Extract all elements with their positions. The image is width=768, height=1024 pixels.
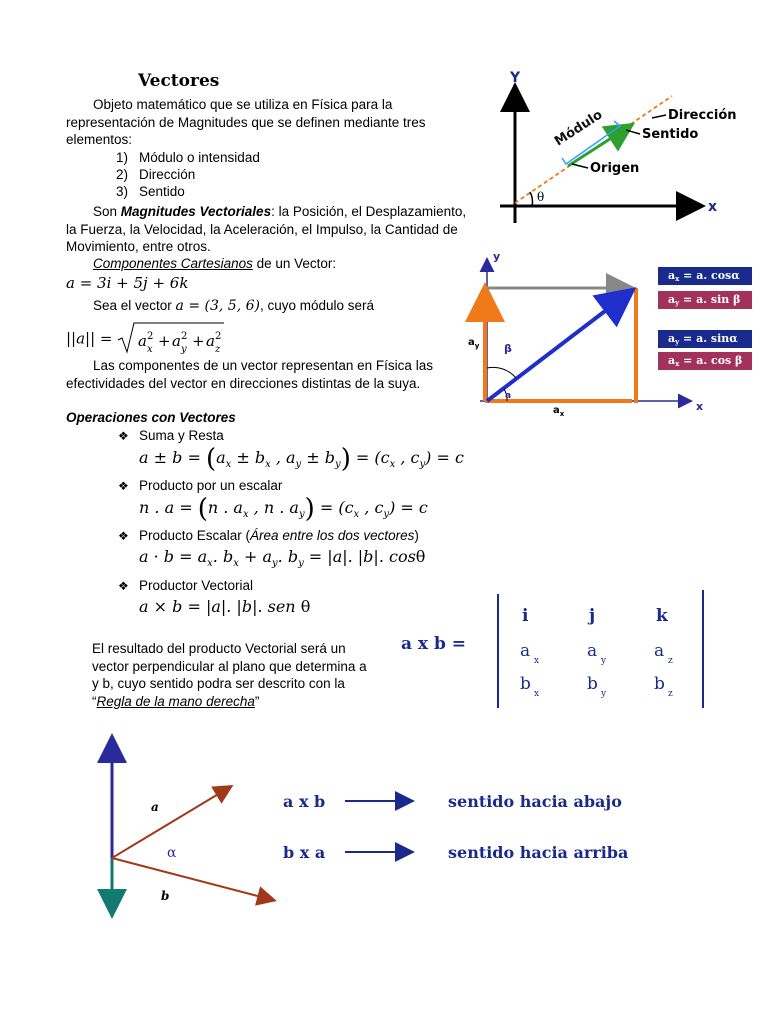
svg-text:a: a xyxy=(138,332,148,350)
matrix-header: i xyxy=(522,606,529,626)
svg-text:2: 2 xyxy=(147,331,154,342)
matrix-cell: b xyxy=(654,674,665,694)
svg-text:+: + xyxy=(158,332,171,350)
vector-elements-diagram xyxy=(490,68,740,228)
matrix-cell-sub: z xyxy=(668,656,673,666)
y-axis-label: Y xyxy=(510,70,521,86)
alpha-label: a xyxy=(505,391,512,401)
svg-text:a: a xyxy=(172,332,182,350)
a-label: a xyxy=(151,800,159,814)
svg-text:2: 2 xyxy=(181,331,188,342)
determinant xyxy=(490,588,710,714)
x-axis-label: x xyxy=(696,400,704,413)
svg-text:y: y xyxy=(181,344,187,355)
list-item: ❖ Producto Escalar (Área entre los dos vectores) xyxy=(118,528,419,543)
sentido-abajo-label: sentido hacia abajo xyxy=(448,792,622,811)
matrix-header: j xyxy=(589,606,596,626)
svg-text:z: z xyxy=(215,344,221,355)
intro-line-3: elementos: xyxy=(66,132,133,147)
svg-text:2: 2 xyxy=(215,331,222,342)
beta-arc xyxy=(487,367,516,378)
escalar-product-equation: $a \cdot b = a_x$. $b_x + a_y$. $b_y = |a|$. |b|. cosθ xyxy=(139,547,426,569)
vector-b xyxy=(112,858,273,900)
matrix-cell-sub: x xyxy=(534,656,540,666)
b-label: b xyxy=(161,889,170,903)
matrix-cell: a xyxy=(587,641,598,661)
svg-text:x: x xyxy=(147,344,153,355)
formula-box: $a_x = a$. cos β xyxy=(658,352,752,370)
formula-box: $a_y = a$. sinα xyxy=(658,330,752,348)
matrix-cell-sub: x xyxy=(534,689,540,699)
svg-text:a: a xyxy=(206,332,216,350)
direccion-label: Dirección xyxy=(668,108,737,123)
modulo-label: Módulo xyxy=(552,107,606,150)
theta-label: θ xyxy=(537,190,545,204)
matrix-header: k xyxy=(656,606,668,626)
resultado-paragraph: El resultado del producto Vectorial será un vector perpendicular al plano que determina a y b, cuyo sentido podra ser descrito con la “Regla de la mano derecha” xyxy=(92,641,367,709)
matrix-cell: a xyxy=(654,641,665,661)
formula-box: $a_x = a$. cosα xyxy=(658,267,752,285)
suma-equation: $a \pm b = (a_x \pm b_x$ , $a_y \pm b_y) = (c_x$ , $c_y) = c$ xyxy=(139,444,464,474)
cross-product-diagram xyxy=(95,735,295,920)
intro-paragraph xyxy=(66,96,425,149)
componentes-heading: Componentes Cartesianos de un Vector: xyxy=(93,256,337,271)
sea-line: Sea el vector a = (3, 5, 6), cuyo módulo será xyxy=(93,298,375,314)
axb-label: a x b xyxy=(283,792,326,811)
ay-label: $a_y$ xyxy=(468,337,480,350)
matrix-cell: b xyxy=(520,674,531,694)
magnitudes-paragraph: Son Magnitudes Vectoriales: la Posición, el Desplazamiento, la Fuerza, la Velocidad, la Aceleración, el Impulso, la Cantidad de Movimiento, entre otros. xyxy=(66,204,467,254)
matrix-cell-sub: y xyxy=(601,656,607,666)
matrix-cell: b xyxy=(587,674,598,694)
componentes-paragraph: Las componentes de un vector representan en Física las efectividades del vector en direcciones distintas de la suya. xyxy=(66,358,433,391)
operaciones-heading: Operaciones con Vectores xyxy=(66,410,236,425)
matrix-label: a x b = xyxy=(401,634,467,654)
beta-label: β xyxy=(504,342,512,355)
intro-line-2: representación de Magnitudes que se definen mediante tres xyxy=(66,114,426,130)
ax-label: $a_x$ xyxy=(553,405,565,418)
cross-product-directions xyxy=(283,785,673,865)
matrix-cell-sub: y xyxy=(601,689,607,699)
list-item: 2) Dirección xyxy=(116,167,196,182)
escalar-equation: n . a = (n . $a_x$ , n . $a_y) = (c_x$ , $c_y) = c$ xyxy=(139,494,428,524)
x-axis-label: x xyxy=(708,199,718,215)
list-item: 1) Módulo o intensidad xyxy=(116,150,260,165)
matrix-cell: a xyxy=(520,641,531,661)
sentido-label: Sentido xyxy=(642,127,699,142)
list-item: 3) Sentido xyxy=(116,184,185,199)
matrix-cell-sub: z xyxy=(668,689,673,699)
componentes-equation: a = 3i + 5j + 6k xyxy=(66,274,189,292)
modulo-formula: ||a|| = a 2 x + a 2 y + a 2 z xyxy=(66,322,226,358)
alpha-label: α xyxy=(167,845,177,861)
page-title: Vectores xyxy=(138,71,220,91)
sqrt-symbol xyxy=(116,320,226,356)
intro-line-1: Objeto matemático que se utiliza en Física para la xyxy=(93,97,393,112)
sentido-arriba-label: sentido hacia arriba xyxy=(448,843,629,862)
y-axis-label: y xyxy=(493,250,501,263)
list-item: ❖ Suma y Resta xyxy=(118,428,224,443)
origen-label: Origen xyxy=(590,161,640,176)
theta-arc xyxy=(530,192,532,206)
list-item: ❖ Productor Vectorial xyxy=(118,578,254,593)
formula-box: $a_y = a$. sin β xyxy=(658,291,752,309)
list-item: ❖ Producto por un escalar xyxy=(118,478,283,493)
vectorial-equation: a × b = |a|. |b|. sen θ xyxy=(139,597,311,616)
svg-text:+: + xyxy=(192,332,205,350)
bxa-label: b x a xyxy=(283,843,326,862)
